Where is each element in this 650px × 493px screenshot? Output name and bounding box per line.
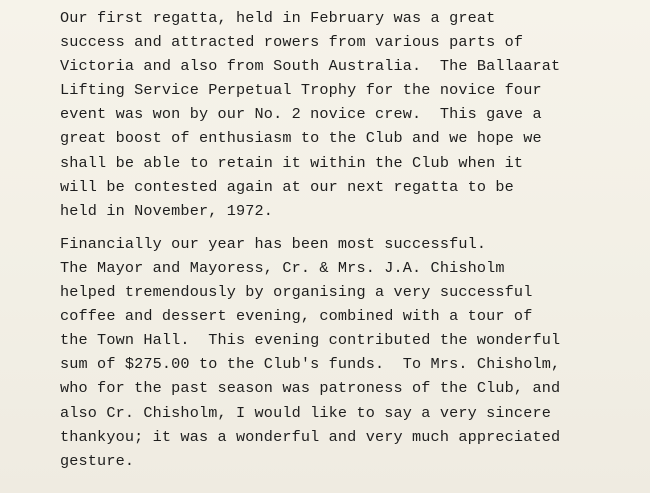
document-body [60,6,645,473]
text-line: coffee and dessert evening, combined with a tour of [60,307,533,326]
text-line: The Mayor and Mayoress, Cr. & Mrs. J.A. Chisholm [60,258,505,277]
text-line: Financially our year has been most successful. [60,234,487,253]
text-line: Our first regatta, held in February was a great [60,9,496,27]
paragraph-spacer [60,223,645,232]
text-line: shall be able to retain it within the Club when it [60,153,524,172]
text-line: thankyou; it was a wonderful and very much appreciated [60,427,561,446]
text-line: event was won by our No. 2 novice crew. This gave a [60,105,542,124]
text-line: will be contested again at our next regatta to be [60,177,514,196]
paragraph-regatta [60,6,645,223]
text-line: Victoria and also from South Australia. The Ballaarat [60,57,561,76]
text-line: the Town Hall. This evening contributed the wonderful [60,331,561,350]
text-line: held in November, 1972. [60,201,274,220]
text-line: also Cr. Chisholm, I would like to say a very sincere [60,403,551,422]
text-line: gesture. [60,451,135,470]
text-line: great boost of enthusiasm to the Club and we hope we [60,129,542,148]
text-line: Lifting Service Perpetual Trophy for the novice four [60,81,542,100]
text-line: success and attracted rowers from various parts of [60,33,524,52]
text-line: who for the past season was patroness of the Club, and [60,379,561,398]
paragraph-finances [60,232,645,473]
text-line: helped tremendously by organising a very successful [60,283,533,302]
text-line: sum of $275.00 to the Club's funds. To Mrs. Chisholm, [60,355,561,374]
